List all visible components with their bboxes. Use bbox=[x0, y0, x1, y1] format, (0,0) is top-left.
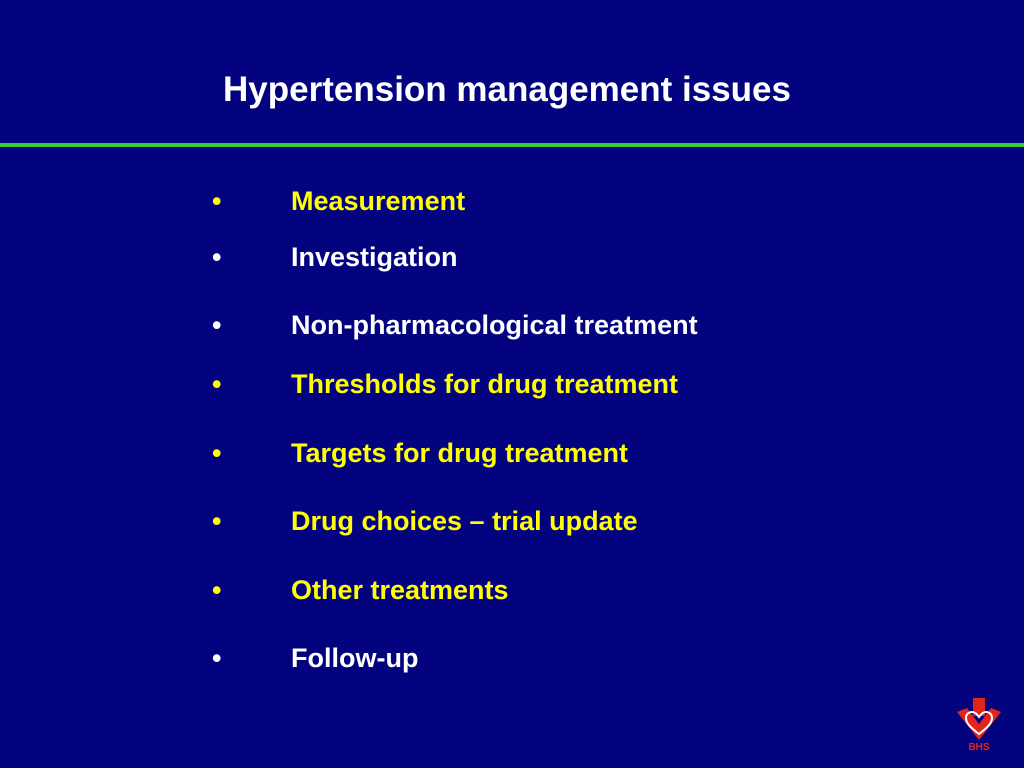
logo-label: BHS bbox=[968, 742, 990, 753]
bullet-text: Investigation bbox=[291, 242, 458, 272]
bullet-item bbox=[212, 305, 912, 345]
bhs-heart-logo-icon bbox=[954, 696, 1004, 742]
bullet-item bbox=[212, 638, 912, 678]
bullet-text: Follow-up bbox=[291, 643, 419, 673]
bullet-item bbox=[212, 570, 912, 610]
bullet-marker: • bbox=[212, 369, 222, 399]
bullet-marker: • bbox=[212, 438, 222, 468]
bhs-logo bbox=[954, 696, 1004, 756]
bullet-text: Measurement bbox=[291, 186, 466, 216]
bullet-marker: • bbox=[212, 506, 222, 536]
bullet-text: Other treatments bbox=[291, 575, 509, 605]
bullet-item bbox=[212, 237, 912, 277]
bullet-text: Thresholds for drug treatment bbox=[291, 369, 679, 399]
bullet-marker: • bbox=[212, 310, 222, 340]
bullet-item bbox=[212, 501, 912, 541]
bullet-item bbox=[212, 181, 912, 221]
bullet-text: Drug choices – trial update bbox=[291, 506, 638, 536]
bullet-marker: • bbox=[212, 643, 222, 673]
bullet-text: Targets for drug treatment bbox=[291, 438, 629, 468]
bullet-text: Non-pharmacological treatment bbox=[291, 310, 698, 340]
bullet-item bbox=[212, 433, 912, 473]
bullet-marker: • bbox=[212, 186, 222, 216]
slide-title: Hypertension management issues bbox=[223, 70, 791, 109]
bullet-marker: • bbox=[212, 242, 222, 272]
bullet-marker: • bbox=[212, 575, 222, 605]
bullet-item bbox=[212, 364, 912, 404]
